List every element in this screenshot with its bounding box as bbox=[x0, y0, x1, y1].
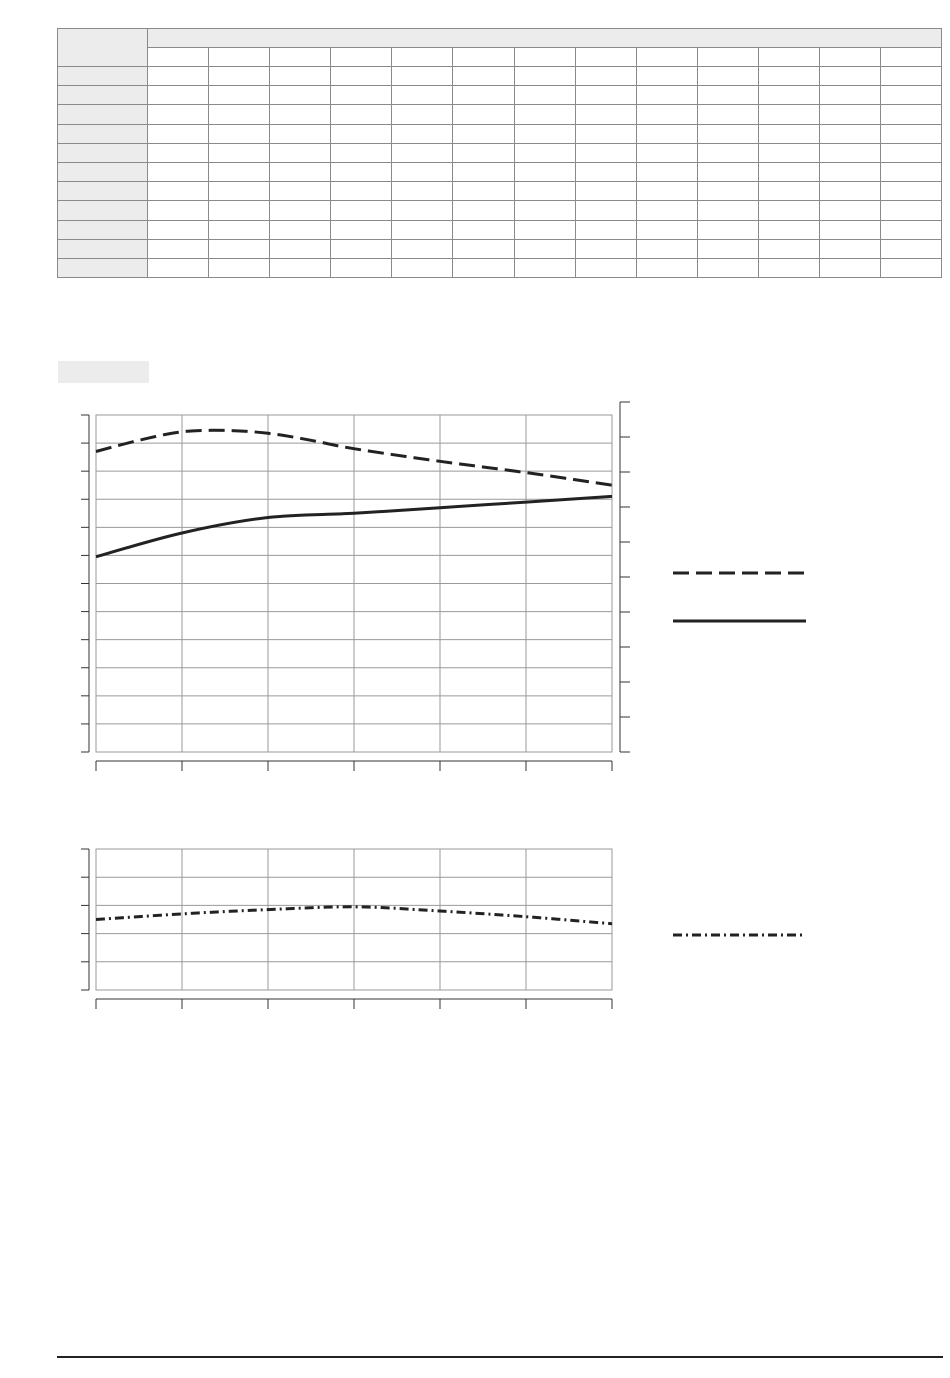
footer-rule bbox=[57, 1356, 943, 1358]
